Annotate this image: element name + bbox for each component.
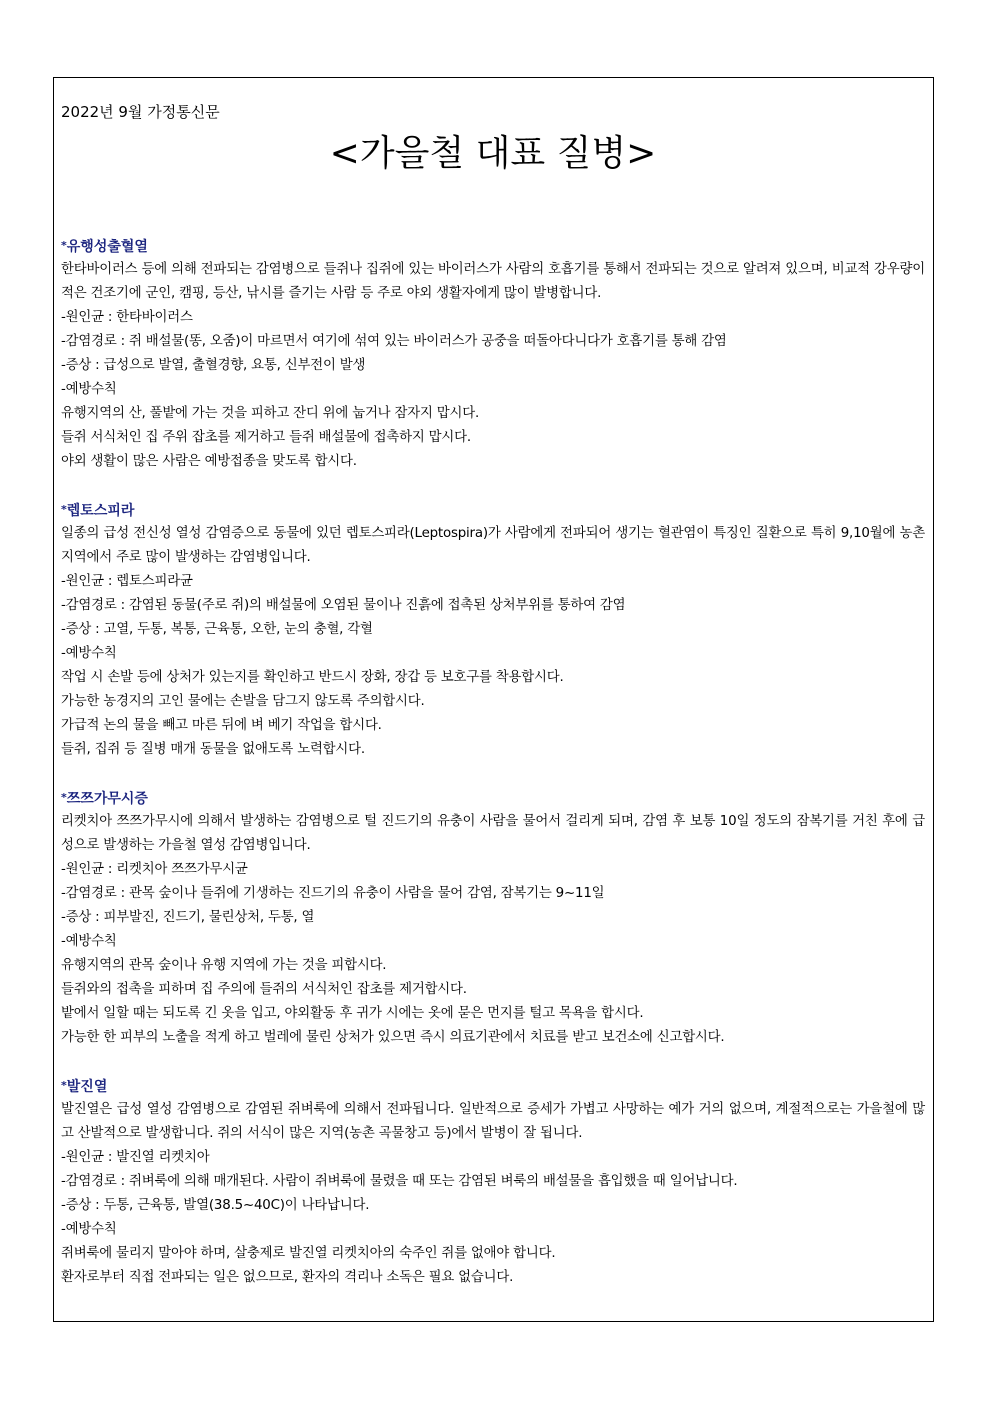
prevention-item: 밭에서 일할 때는 되도록 긴 옷을 입고, 야외활동 후 귀가 시에는 옷에 묻은 먼지를 털고 목욕을 합시다. xyxy=(61,1006,644,1021)
route-line: -감염경로 : 감염된 동물(주로 쥐)의 배설물에 오염된 물이나 진흙에 접촉된 상처부위를 통하여 감염 xyxy=(61,598,626,613)
section-title xyxy=(61,234,925,258)
prevention-item: 가급적 논의 물을 빼고 마른 뒤에 벼 베기 작업을 합시다. xyxy=(61,718,382,733)
spacer xyxy=(61,1050,925,1074)
prevention-item: 들쥐, 집쥐 등 질병 매개 동물을 없애도록 노력합시다. xyxy=(61,742,365,757)
pathogen-line: -원인균 : 렙토스피라균 xyxy=(61,574,193,589)
section-intro: 리켓치아 쯔쯔가무시에 의해서 발생하는 감염병으로 털 진드기의 유충이 사람을 물어서 걸리게 되며, 감염 후 보통 10일 정도의 잠복기를 거친 후에 급성으로 발생하는 가을철 열성 감염병입니다. xyxy=(61,814,925,853)
route-line: -감염경로 : 쥐벼룩에 의해 매개된다. 사람이 쥐벼룩에 물렸을 때 또는 감염된 벼룩의 배설물을 흡입했을 때 일어납니다. xyxy=(61,1174,738,1189)
pathogen-line: -원인균 : 한타바이러스 xyxy=(61,310,193,325)
symptoms-line: -증상 : 피부발진, 진드기, 물린상처, 두통, 열 xyxy=(61,910,315,925)
prevention-label: -예방수칙 xyxy=(61,382,117,397)
section-title-text: 유행성출혈열 xyxy=(66,239,148,255)
section-title-text: 쯔쯔가무시증 xyxy=(66,791,148,807)
prevention-label: -예방수칙 xyxy=(61,646,117,661)
section-title xyxy=(61,498,925,522)
section-intro: 발진열은 급성 열성 감염병으로 감염된 쥐벼룩에 의해서 전파됩니다. 일반적으로 증세가 가볍고 사망하는 예가 거의 없으며, 계절적으로는 가을철에 많고 산발적으로 발생합니다. 쥐의 서식이 많은 지역(농촌 곡물창고 등)에서 발병이 잘 됩니다. xyxy=(61,1102,925,1141)
issue-label: 2022년 9월 가정통신문 xyxy=(61,103,220,121)
prevention-label: -예방수칙 xyxy=(61,1222,117,1237)
section-title xyxy=(61,1074,925,1098)
bullet-star-icon: * xyxy=(61,503,67,516)
bullet-star-icon: * xyxy=(61,1079,67,1092)
section-murine-typhus xyxy=(61,1074,925,1290)
newsletter-document xyxy=(61,100,925,1290)
route-line: -감염경로 : 관목 숲이나 들쥐에 기생하는 진드기의 유충이 사람을 물어 감염, 잠복기는 9~11일 xyxy=(61,886,605,901)
section-intro: 일종의 급성 전신성 열성 감염증으로 동물에 있던 렙토스피라(Leptospira)가 사람에게 전파되어 생기는 혈관염이 특징인 질환으로 특히 9,10월에 농촌지역에서 주로 많이 발생하는 감염병입니다. xyxy=(61,526,925,565)
symptoms-line: -증상 : 급성으로 발열, 출혈경향, 요통, 신부전이 발생 xyxy=(61,358,366,373)
prevention-item: 유행지역의 산, 풀밭에 가는 것을 피하고 잔디 위에 눕거나 잠자지 맙시다. xyxy=(61,406,480,421)
prevention-item: 유행지역의 관목 숲이나 유행 지역에 가는 것을 피합시다. xyxy=(61,958,387,973)
bullet-star-icon: * xyxy=(61,239,67,252)
section-hfrs xyxy=(61,234,925,474)
prevention-item: 야외 생활이 많은 사람은 예방접종을 맞도록 합시다. xyxy=(61,454,357,469)
page-title: <가을철 대표 질병> xyxy=(329,133,657,174)
prevention-item: 쥐벼룩에 물리지 말아야 하며, 살충제로 발진열 리켓치아의 숙주인 쥐를 없애야 합니다. xyxy=(61,1246,556,1261)
route-line: -감염경로 : 쥐 배설물(똥, 오줌)이 마르면서 여기에 섞여 있는 바이러스가 공중을 떠돌아다니다가 호흡기를 통해 감염 xyxy=(61,334,727,349)
section-intro: 한타바이러스 등에 의해 전파되는 감염병으로 들쥐나 집쥐에 있는 바이러스가 사람의 호흡기를 통해서 전파되는 것으로 알려져 있으며, 비교적 강우량이 적은 건조기에 군인, 캠핑, 등산, 낚시를 즐기는 사람 등 주로 야외 생활자에게 많이 발병합니다. xyxy=(61,262,925,301)
prevention-item: 들쥐와의 접촉을 피하며 집 주의에 들쥐의 서식처인 잡초를 제거합시다. xyxy=(61,982,467,997)
symptoms-line: -증상 : 고열, 두통, 복통, 근육통, 오한, 눈의 충혈, 각혈 xyxy=(61,622,373,637)
prevention-item: 작업 시 손발 등에 상처가 있는지를 확인하고 반드시 장화, 장갑 등 보호구를 착용합시다. xyxy=(61,670,564,685)
prevention-item: 가능한 한 피부의 노출을 적게 하고 벌레에 물린 상처가 있으면 즉시 의료기관에서 치료를 받고 보건소에 신고합시다. xyxy=(61,1030,725,1045)
section-title-text: 발진열 xyxy=(66,1079,108,1095)
prevention-item: 가능한 농경지의 고인 물에는 손발을 담그지 않도록 주의합시다. xyxy=(61,694,425,709)
prevention-item: 들쥐 서식처인 집 주위 잡초를 제거하고 들쥐 배설물에 접촉하지 맙시다. xyxy=(61,430,471,445)
pathogen-line: -원인균 : 발진열 리켓치아 xyxy=(61,1150,210,1165)
spacer xyxy=(61,474,925,498)
bullet-star-icon: * xyxy=(61,791,67,804)
section-title xyxy=(61,786,925,810)
section-leptospira xyxy=(61,498,925,762)
symptoms-line: -증상 : 두통, 근육통, 발열(38.5~40C)이 나타납니다. xyxy=(61,1198,370,1213)
spacer xyxy=(61,184,925,234)
section-title-text: 렙토스피라 xyxy=(66,503,135,519)
pathogen-line: -원인균 : 리켓치아 쯔쯔가무시균 xyxy=(61,862,248,877)
section-scrub-typhus xyxy=(61,786,925,1050)
prevention-label: -예방수칙 xyxy=(61,934,117,949)
prevention-item: 환자로부터 직접 전파되는 일은 없으므로, 환자의 격리나 소독은 필요 없습니다. xyxy=(61,1270,514,1285)
spacer xyxy=(61,762,925,786)
